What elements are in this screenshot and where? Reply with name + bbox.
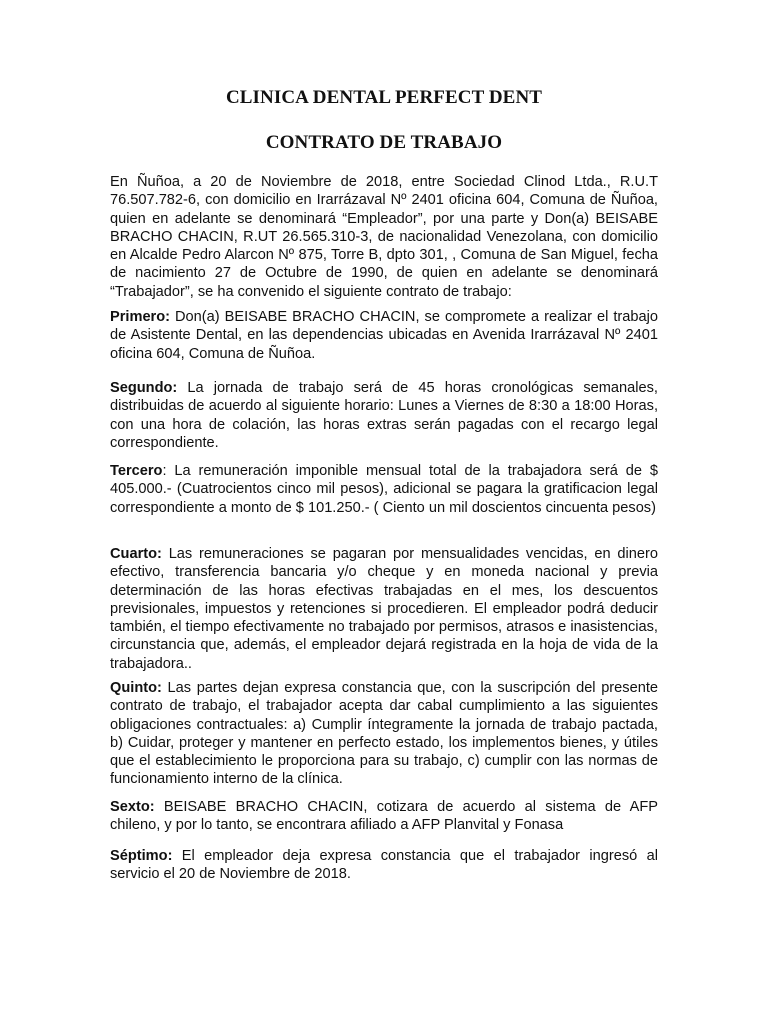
clause-label: Tercero	[110, 463, 163, 479]
clause-label: Segundo:	[110, 380, 178, 396]
clause-text: Don(a) BEISABE BRACHO CHACIN, se compromete a realizar el trabajo de Asistente Dental, en las dependencias ubicadas en Avenida Irarrázaval Nº 2401 oficina 604, Comuna de Ñuñoa.	[110, 309, 658, 362]
clause-text: Las partes dejan expresa constancia que, con la suscripción del presente contrato de trabajo, el trabajador acepta dar cabal cumplimiento a las siguientes obligaciones contractuales: a) Cumplir íntegramente la jornada de trabajo pactada, b) Cuidar, proteger y mantener en perfecto estado, los implementos bienes, y útiles que el establecimiento le proporciona para su trabajo, c) cumplir con las normas de funcionamiento interno de la clínica.	[110, 680, 658, 788]
clause-label: Sexto:	[110, 799, 155, 815]
intro-paragraph: En Ñuñoa, a 20 de Noviembre de 2018, entre Sociedad Clinod Ltda., R.U.T 76.507.782-6, con domicilio en Irarrázaval Nº 2401 oficina 604, Comuna de Ñuñoa, quien en adelante se denominará “Empleador”, por una parte y Don(a) BEISABE BRACHO CHACIN, R.UT 26.565.310-3, de nacionalidad Venezolana, con domicilio en Alcalde Pedro Alarcon Nº 875, Torre B, dpto 301, , Comuna de San Miguel, fecha de nacimiento 27 de Octubre de 1990, de quien en adelante se denominará “Trabajador”, se ha convenido el siguiente contrato de trabajo:	[110, 174, 658, 300]
clause-text: El empleador deja expresa constancia que el trabajador ingresó al servicio el 20 de Noviembre de 2018.	[110, 848, 658, 883]
clause-text: La jornada de trabajo será de 45 horas cronológicas semanales, distribuidas de acuerdo al siguiente horario: Lunes a Viernes de 8:30 a 18:00 Horas, con una hora de colación, las horas extras serán pagadas con el recargo legal correspondiente.	[110, 380, 658, 451]
clause-sexto	[110, 798, 658, 835]
clause-primero	[110, 308, 658, 363]
clause-label: Primero:	[110, 309, 171, 325]
clause-text: : La remuneración imponible mensual total de la trabajadora será de $ 405.000.- (Cuatrocientos cinco mil pesos), adicional se pagara la gratificacion legal correspondiente a monto de $ 101.250.- ( Ciento un mil doscientos cincuenta pesos)	[110, 463, 658, 516]
clause-label: Séptimo:	[110, 848, 173, 864]
clause-cuarto	[110, 545, 658, 673]
clinic-heading: CLINICA DENTAL PERFECT DENT	[225, 87, 543, 108]
contract-title: CONTRATO DE TRABAJO	[265, 132, 503, 153]
clause-quinto	[110, 679, 658, 789]
clause-septimo	[110, 847, 658, 884]
clause-tercero	[110, 462, 658, 517]
clause-label: Cuarto:	[110, 546, 162, 562]
clause-segundo	[110, 379, 658, 452]
clause-text: BEISABE BRACHO CHACIN, cotizara de acuerdo al sistema de AFP chileno, y por lo tanto, se encontrara afiliado a AFP Planvital y Fonasa	[110, 799, 658, 834]
clause-label: Quinto:	[110, 680, 162, 696]
clause-text: Las remuneraciones se pagaran por mensualidades vencidas, en dinero efectivo, transferencia bancaria y/o cheque y en moneda nacional y previa determinación de las horas efectivas trabajadas en el mes, los descuentos previsionales, impuestos y retenciones si procedieren. El empleador podrá deducir también, el tiempo efectivamente no trabajado por permisos, atrasos e inasistencias, circunstancia que, además, el empleador dejará registrada en la hoja de vida de la trabajadora..	[110, 546, 658, 672]
